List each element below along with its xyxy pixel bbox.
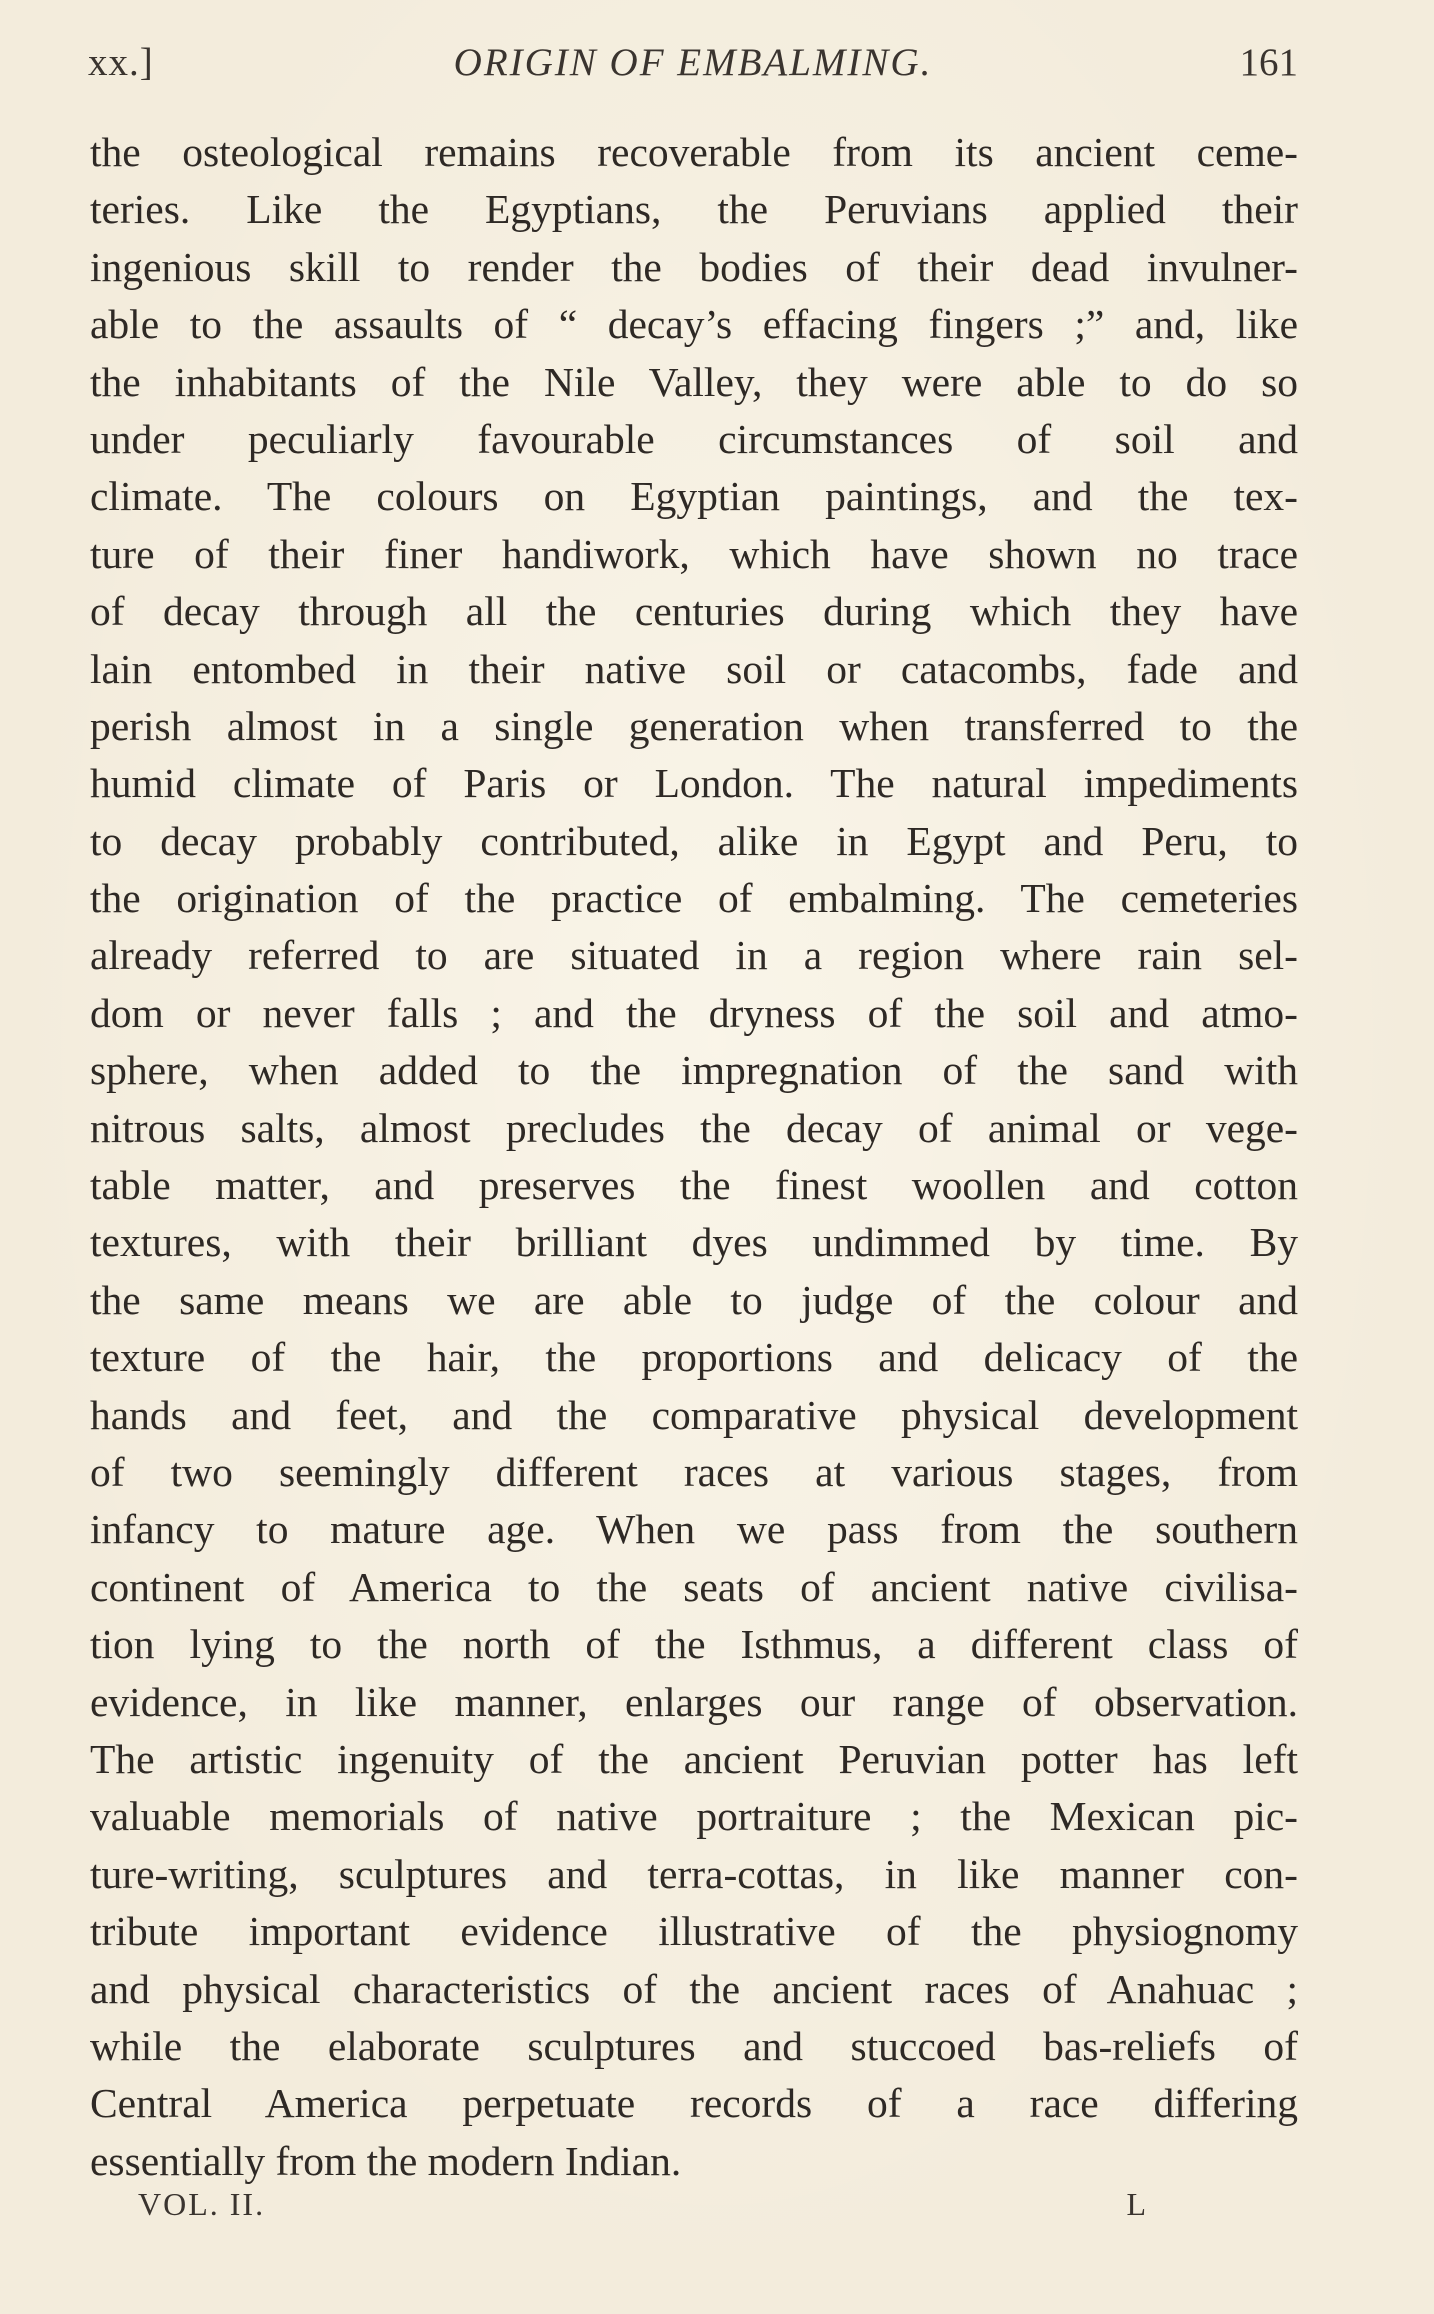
text-line: dom or never falls ; and the dryness of the soil and atmo- — [90, 989, 1298, 1036]
text-line: perish almost in a single generation when transferred to the — [90, 702, 1298, 749]
running-header — [88, 40, 1298, 86]
text-line: the osteological remains recoverable from its ancient ceme- — [90, 129, 1298, 175]
text-line: continent of America to the seats of ancient native civilisa- — [90, 1563, 1298, 1610]
text-line: tribute important evidence illustrative of the physiognomy — [90, 1908, 1298, 1955]
text-line: under peculiarly favourable circumstances of soil and — [90, 415, 1298, 462]
text-line: ture of their finer handiwork, which have shown no trace — [90, 530, 1298, 577]
body-text — [90, 124, 1298, 2190]
text-line: textures, with their brilliant dyes undimmed by time. By — [90, 1219, 1298, 1266]
text-line: nitrous salts, almost precludes the decay of animal or vege- — [90, 1104, 1298, 1151]
text-line: tion lying to the north of the Isthmus, a different class of — [90, 1621, 1298, 1668]
text-line: already referred to are situated in a region where rain sel- — [90, 932, 1298, 979]
text-line: able to the assaults of “ decay’s effacing fingers ;” and, like — [90, 301, 1298, 348]
text-line: evidence, in like manner, enlarges our range of observation. — [90, 1678, 1298, 1725]
text-line: sphere, when added to the impregnation of the sand with — [90, 1047, 1298, 1094]
text-line: climate. The colours on Egyptian paintings, and the tex- — [90, 473, 1298, 520]
text-line: the same means we are able to judge of the colour and — [90, 1276, 1298, 1323]
text-line: texture of the hair, the proportions and delicacy of the — [90, 1334, 1298, 1381]
chapter-marker: xx.] — [88, 41, 154, 84]
page-footer — [138, 2186, 1148, 2230]
volume-marker: VOL. II. — [138, 2186, 266, 2222]
text-line: infancy to mature age. When we pass from the southern — [90, 1506, 1298, 1553]
text-line: The artistic ingenuity of the ancient Peruvian potter has left — [90, 1735, 1298, 1782]
text-line: valuable memorials of native portraiture ; the Mexican pic- — [90, 1793, 1298, 1840]
text-line: ingenious skill to render the bodies of their dead invulner- — [90, 243, 1298, 290]
text-line: humid climate of Paris or London. The natural impediments — [90, 760, 1298, 807]
text-line: the origination of the practice of embalming. The cemeteries — [90, 875, 1298, 922]
text-line: teries. Like the Egyptians, the Peruvians applied their — [90, 186, 1298, 233]
text-line: table matter, and preserves the finest woollen and cotton — [90, 1162, 1298, 1209]
text-line: of two seemingly different races at various stages, from — [90, 1448, 1298, 1495]
text-line: hands and feet, and the comparative physical development — [90, 1391, 1298, 1438]
text-line: ture-writing, sculptures and terra-cottas, in like manner con- — [90, 1850, 1298, 1897]
text-line: of decay through all the centuries during which they have — [90, 588, 1298, 635]
running-title: ORIGIN OF EMBALMING. — [453, 41, 933, 84]
text-line: and physical characteristics of the ancient races of Anahuac ; — [90, 1965, 1298, 2012]
text-line: lain entombed in their native soil or catacombs, fade and — [90, 645, 1298, 692]
text-line: to decay probably contributed, alike in Egypt and Peru, to — [90, 817, 1298, 864]
text-line: while the elaborate sculptures and stuccoed bas-reliefs of — [90, 2022, 1298, 2069]
page-number: 161 — [1239, 41, 1298, 84]
text-line: Central America perpetuate records of a race differing — [90, 2080, 1298, 2127]
text-line: the inhabitants of the Nile Valley, they were able to do so — [90, 358, 1298, 405]
text-line: essentially from the modern Indian. — [90, 2137, 682, 2184]
signature-mark: L — [1126, 2186, 1148, 2222]
